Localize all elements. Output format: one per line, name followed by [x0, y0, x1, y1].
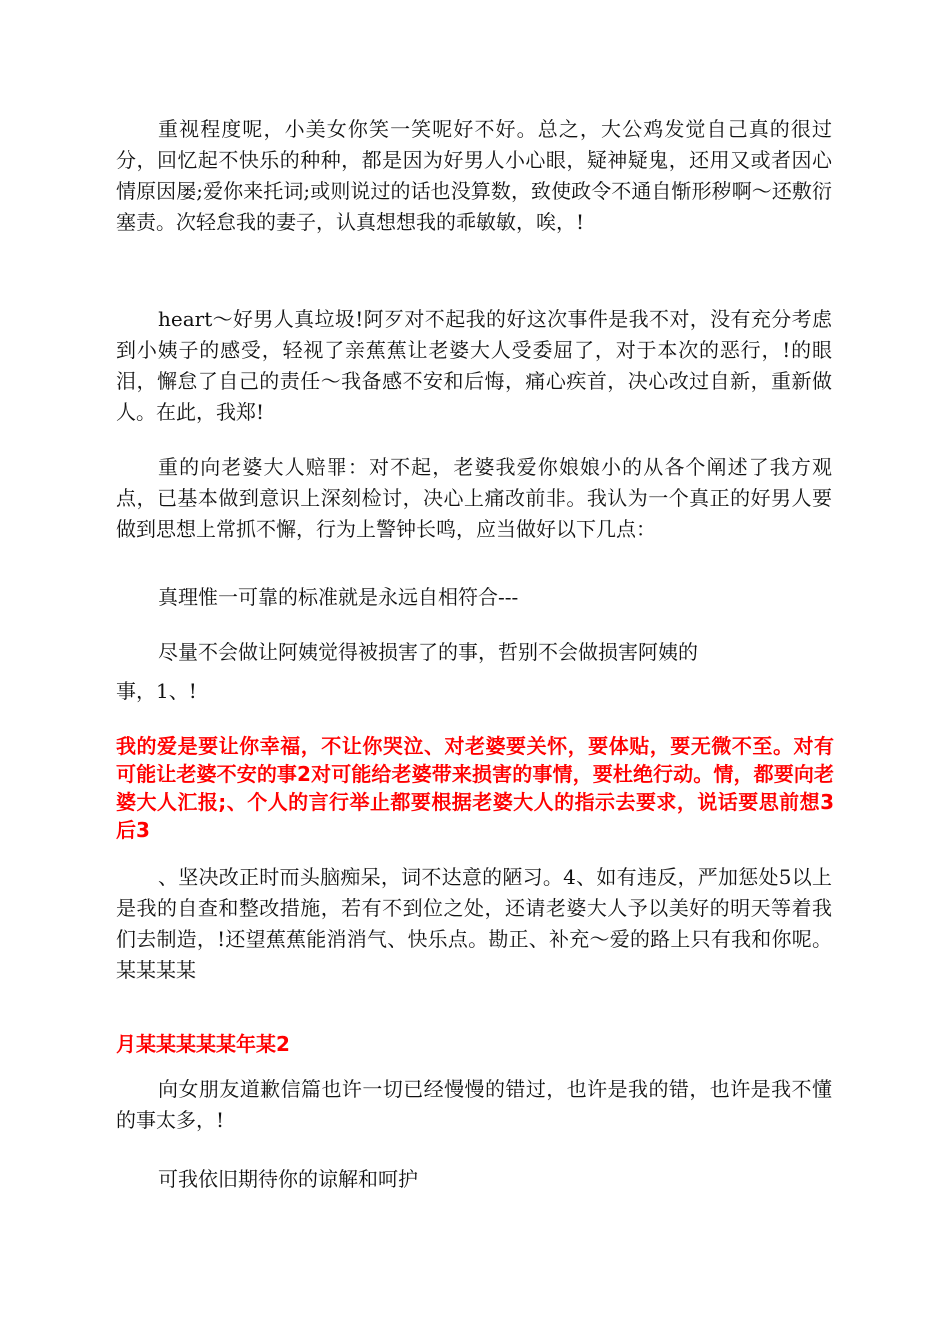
paragraph-apology-intro: 重视程度呢，小美女你笑一笑呢好不好。总之，大公鸡发觉自己真的很过分，回忆起不快乐的种种，都是因为好男人小心眼，疑神疑鬼，还用又或者因心情原因屡;爱你来托词;或则说过的话也没算数，致使政令不通自惭形秽啊～还敷衍塞责。次轻怠我的妻子，认真想想我的乖敏敏，唉，!: [116, 117, 832, 234]
paragraph-girlfriend-apology: 向女朋友道歉信篇也许一切已经慢慢的错过，也许是我的错，也许是我不懂的事太多，!: [116, 1077, 832, 1132]
paragraph-heart-apology: heart～好男人真垃圾!阿歹对不起我的好这次事件是我不对，没有充分考虑到小姨子的感受，轻视了亲蕉蕉让老婆大人受委屈了，对于本次的恶行，!的眼泪，懈怠了自己的责任～我备感不安和后悔，痛心疾首，决心改过自新，重新做人。在此，我郑!: [116, 307, 832, 424]
paragraph-formal-apology: 重的向老婆大人赔罪：对不起，老婆我爱你娘娘小的从各个阐述了我方观点，已基本做到意识上深刻检讨，决心上痛改前非。我认为一个真正的好男人要做到思想上常抓不懈，行为上警钟长鸣，应当做好以下几点：: [116, 455, 832, 541]
paragraph-promise-continuation: 事，1、!: [116, 679, 197, 703]
paragraph-truth-quote: 真理惟一可靠的标准就是永远自相符合---: [158, 585, 519, 609]
highlight-date-line: 月某某某某某年某2: [116, 1032, 290, 1056]
paragraph-promise-line: 尽量不会做让阿姨觉得被损害了的事，哲别不会做损害阿姨的: [158, 640, 698, 664]
paragraph-corrective-measures: 、坚决改正时而头脑痴呆，词不达意的陋习。4、如有违反，严加惩处5以上是我的自查和整改措施，若有不到位之处，还请老婆大人予以美好的明天等着我们去制造，!还望蕉蕉能消消气、快乐点。勘正、补充～爱的路上只有我和你呢。某某某某: [116, 865, 832, 982]
highlight-paragraph-commitments: 我的爱是要让你幸福，不让你哭泣、对老婆要关怀，要体贴，要无微不至。对有可能让老婆不安的事2对可能给老婆带来损害的事情，要杜绝行动。情，都要向老婆大人汇报;、个人的言行举止都要根据老婆大人的指示去要求，说话要思前想3后3: [116, 734, 834, 842]
paragraph-closing: 可我依旧期待你的谅解和呵护: [158, 1167, 418, 1191]
